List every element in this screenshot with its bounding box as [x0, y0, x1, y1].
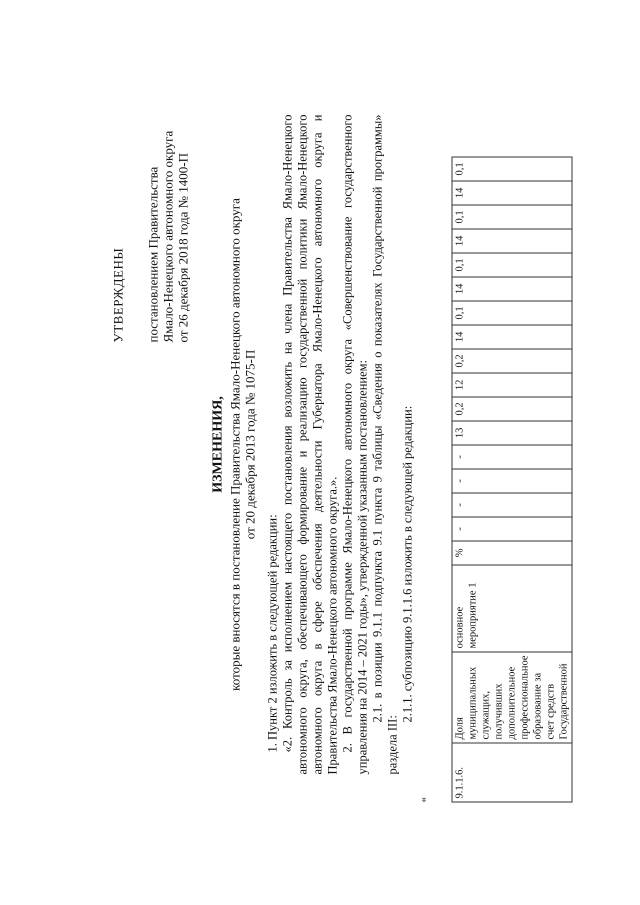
- approval-line-2: Ямало-Ненецкого автономного округа: [160, 130, 176, 343]
- heading-line-2: от 20 декабря 2013 года № 1075-П: [242, 349, 258, 540]
- approval-block: [111, 43, 191, 343]
- cell-value: -: [452, 493, 572, 517]
- cell-value: -: [452, 469, 572, 493]
- cell-unit: %: [452, 541, 572, 565]
- paragraph-2: «2. Контроль за исполнением настоящего постановления возложить на члена Правительства Ямало-Ненецкого автономного округа, обеспечивающего формирование и реализацию государственной политики Ямало-Ненецкого автономного округа в сфере обеспечения деятельности Губернатора Ямало-Ненецкого автономного округа и Правительства Ямало-Ненецкого автономного округа.».: [280, 114, 340, 775]
- cell-value: 14: [452, 277, 572, 301]
- table-row: [452, 157, 572, 802]
- paragraph-4: 2.1. в позиции 9.1.1 подпункта 9.1 пункта 9 таблицы «Сведения о показателях Государственной программы» раздела III:: [370, 114, 400, 775]
- paragraph-3: 2. В государственной программе Ямало-Ненецкого автономного округа «Совершенствование государственного управления на 2014 – 2021 годы», утвержденной указанным постановлением:: [340, 114, 370, 775]
- cell-value: 14: [452, 325, 572, 349]
- cell-value: 0,1: [452, 205, 572, 229]
- document-body: [266, 115, 416, 775]
- approval-line-1: постановлением Правительства: [145, 166, 161, 343]
- document-page: [1, 0, 640, 905]
- cell-value: 0,1: [452, 157, 572, 181]
- cell-number: 9.1.1.6.: [452, 743, 572, 802]
- cell-value: 0,1: [452, 253, 572, 277]
- cell-name: Доля муниципальных служащих, получивших дополнительное профессиональное образование за счет средств Государственной: [452, 652, 572, 743]
- cell-value: 12: [452, 373, 572, 397]
- cell-value: 0,1: [452, 301, 572, 325]
- document-heading: [211, 115, 258, 775]
- heading-line-1: которые вносятся в постановление Правительства Ямало-Ненецкого автономного округа: [227, 198, 243, 691]
- cell-value: 0,2: [452, 397, 572, 421]
- cell-value: 0,2: [452, 349, 572, 373]
- paragraph-1: 1. Пункт 2 изложить в следующей редакции:: [265, 514, 280, 753]
- approval-title: УТВЕРЖДЕНЫ: [110, 247, 126, 343]
- approval-line-3: от 26 декабря 2018 года № 1400-П: [175, 152, 191, 343]
- cell-value: 13: [452, 421, 572, 445]
- cell-value: 14: [452, 181, 572, 205]
- cell-value: -: [452, 517, 572, 541]
- cell-value: 14: [452, 229, 572, 253]
- indicators-table: [452, 156, 573, 802]
- quote-mark: «: [417, 797, 430, 803]
- cell-value: -: [452, 445, 572, 469]
- heading-title: ИЗМЕНЕНИЯ,: [210, 396, 226, 493]
- cell-base: основное мероприятие 1: [452, 565, 572, 652]
- paragraph-5: 2.1.1. субпозицию 9.1.1.6 изложить в следующей редакции:: [400, 405, 415, 723]
